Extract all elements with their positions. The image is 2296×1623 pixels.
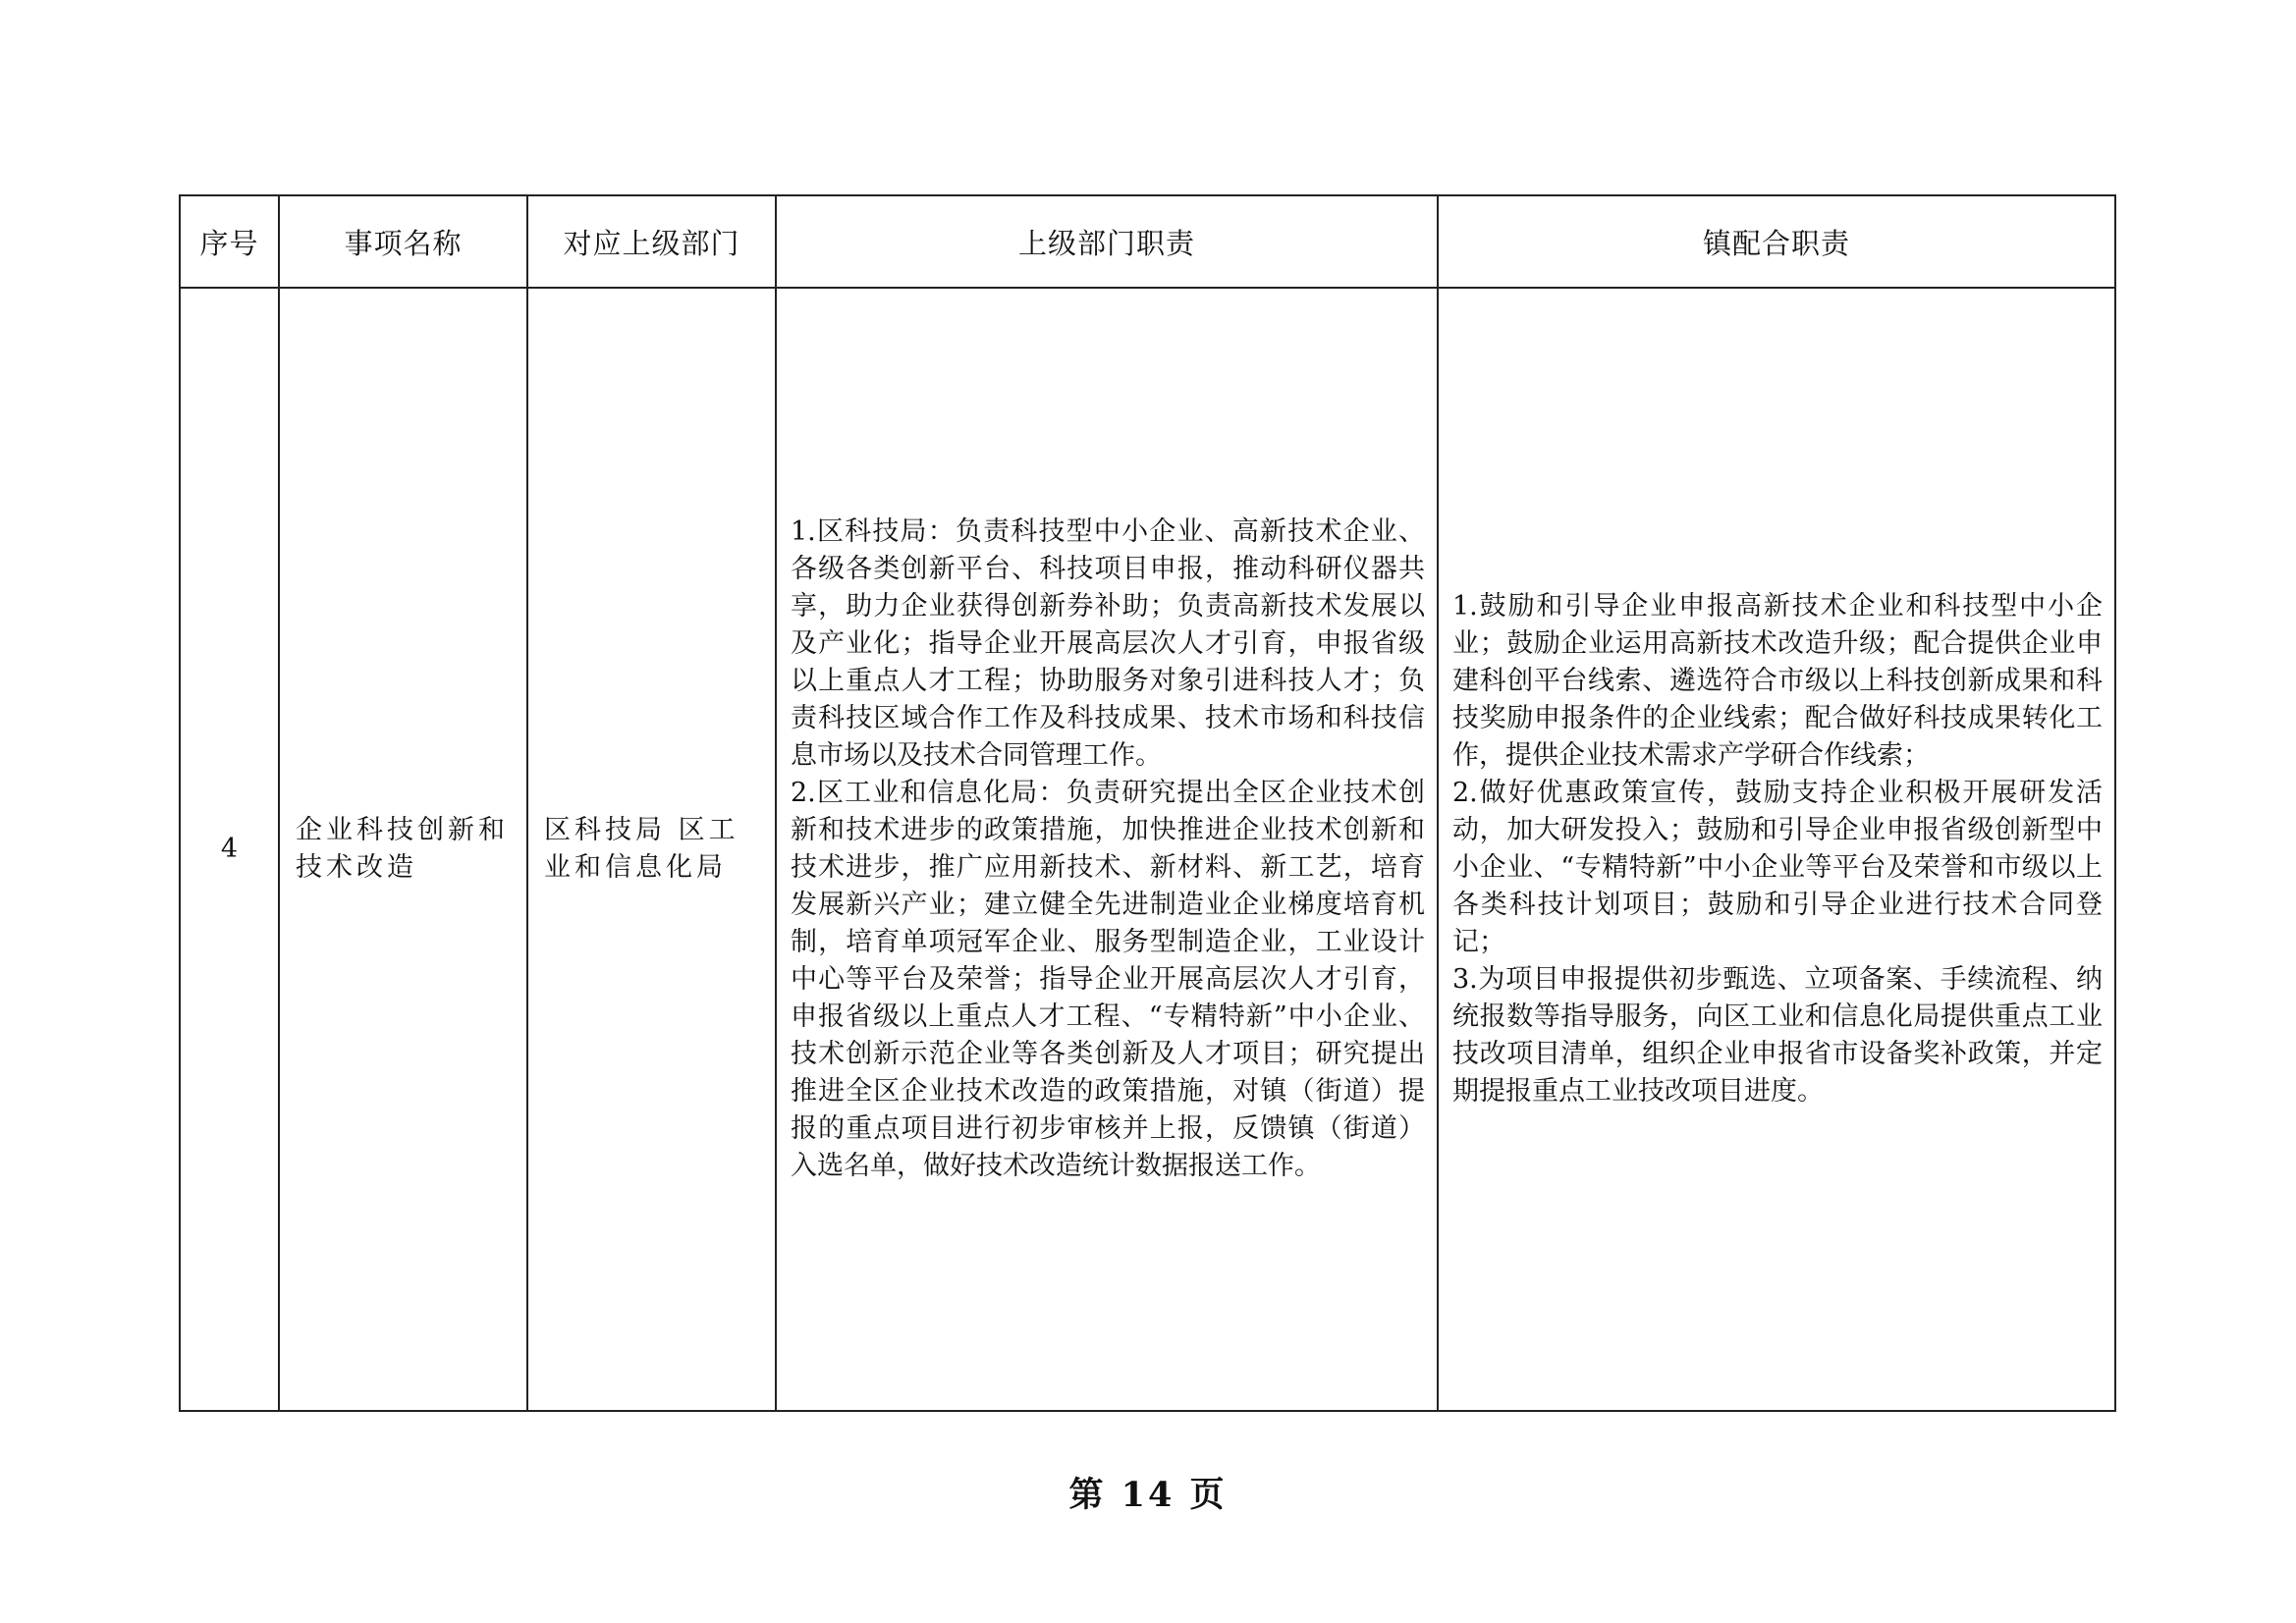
header-serial-number: 序号	[180, 195, 279, 288]
table-row	[180, 288, 2115, 1411]
town-duty-paragraph: 3.为项目申报提供初步甄选、立项备案、手续流程、纳统报数等指导服务，向区工业和信息化局提供重点工业技改项目清单，组织企业申报省市设备奖补政策，并定期提报重点工业技改项目进度。	[1452, 964, 2103, 1107]
table-header-row	[180, 195, 2115, 288]
page-number: 第 14 页	[1068, 1475, 1228, 1515]
superior-duty-paragraph: 1.区科技局：负责科技型中小企业、高新技术企业、各级各类创新平台、科技项目申报，推动科研仪器共享，助力企业获得创新券补助；负责高新技术发展以及产业化；指导企业开展高层次人才引育，申报省级以上重点人才工程；协助服务对象引进科技人才；负责科技区域合作工作及科技成果、技术市场和科技信息市场以及技术合同管理工作。	[791, 516, 1425, 771]
row-town-duties	[1438, 288, 2115, 1411]
header-item-name: 事项名称	[279, 195, 527, 288]
row-superior-duties	[776, 288, 1438, 1411]
row-superior-department: 区科技局 区工业和信息化局	[527, 288, 776, 1411]
header-superior-department: 对应上级部门	[527, 195, 776, 288]
superior-duty-paragraph: 2.区工业和信息化局：负责研究提出全区企业技术创新和技术进步的政策措施，加快推进企业技术创新和技术进步，推广应用新技术、新材料、新工艺，培育发展新兴产业；建立健全先进制造业企业梯度培育机制，培育单项冠军企业、服务型制造企业，工业设计中心等平台及荣誉；指导企业开展高层次人才引育，申报省级以上重点人才工程、“专精特新”中小企业、技术创新示范企业等各类创新及人才项目；研究提出推进全区企业技术改造的政策措施，对镇（街道）提报的重点项目进行初步审核并上报，反馈镇（街道）入选名单，做好技术改造统计数据报送工作。	[791, 778, 1425, 1181]
header-superior-duties: 上级部门职责	[776, 195, 1438, 288]
town-duty-paragraph: 1.鼓励和引导企业申报高新技术企业和科技型中小企业；鼓励企业运用高新技术改造升级；配合提供企业申建科创平台线索、遴选符合市级以上科技创新成果和科技奖励申报条件的企业线索；配合做好科技成果转化工作，提供企业技术需求产学研合作线索；	[1452, 591, 2103, 771]
responsibility-table	[179, 194, 2116, 1412]
town-duty-paragraph: 2.做好优惠政策宣传，鼓励支持企业积极开展研发活动，加大研发投入；鼓励和引导企业申报省级创新型中小企业、“专精特新”中小企业等平台及荣誉和市级以上各类科技计划项目；鼓励和引导企业进行技术合同登记；	[1452, 778, 2103, 957]
row-item-name: 企业科技创新和技术改造	[279, 288, 527, 1411]
row-serial-number: 4	[180, 288, 279, 1411]
header-town-duties: 镇配合职责	[1438, 195, 2115, 288]
